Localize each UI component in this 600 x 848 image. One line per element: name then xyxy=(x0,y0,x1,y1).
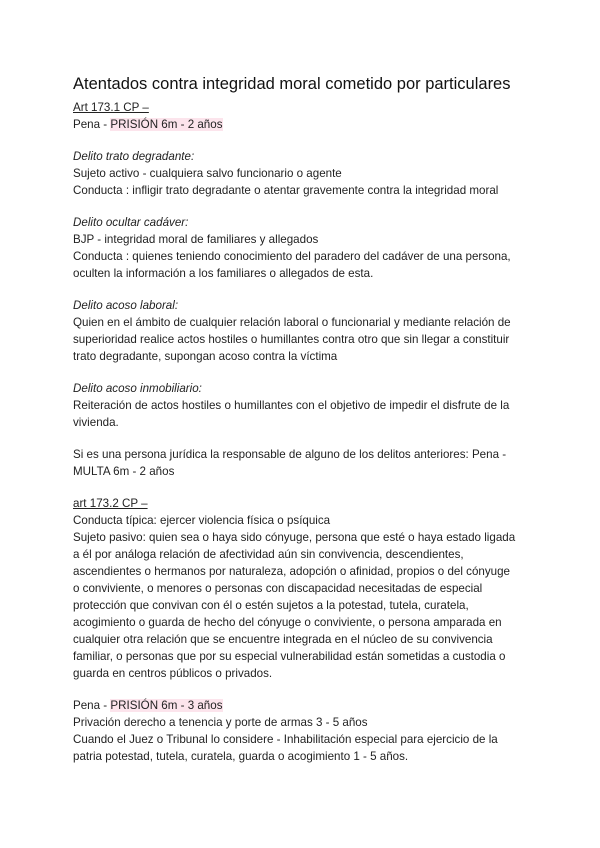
text-line: trato degradante, supongan acoso contra la víctima xyxy=(73,350,338,363)
text-line: BJP - integridad moral de familiares y allegados xyxy=(73,233,319,246)
sujeto-pasivo-line: protección que convivan con él o estén sujetos a la potestad, tutela, curatela, xyxy=(73,599,469,612)
subheading-acoso-inmobiliario: Delito acoso inmobiliario: xyxy=(73,382,202,395)
pena-line-173-1 xyxy=(73,116,540,133)
privacion-line: Privación derecho a tenencia y porte de armas 3 - 5 años xyxy=(73,716,368,729)
section-heading-art-173-2: art 173.2 CP – xyxy=(73,497,148,510)
text-line: Conducta : quienes teniendo conocimiento del paradero del cadáver de una persona, xyxy=(73,250,511,263)
text-line: Si es una persona jurídica la responsable de alguno de los delitos anteriores: Pena - xyxy=(73,448,507,461)
text-line: superioridad realice actos hostiles o humillantes contra otro que sin llegar a constituir xyxy=(73,333,510,346)
pena-prefix: Pena - xyxy=(73,118,111,131)
text-line: Sujeto activo - cualquiera salvo funcionario o agente xyxy=(73,167,342,180)
text-line: Quien en el ámbito de cualquier relación laboral o funcionarial y mediante relación de xyxy=(73,316,511,329)
spacer xyxy=(73,199,540,214)
spacer xyxy=(73,365,540,380)
sujeto-pasivo-line: Sujeto pasivo: quien sea o haya sido cónyuge, persona que esté o haya estado ligada xyxy=(73,531,516,544)
document-title: Atentados contra integridad moral cometido por particulares xyxy=(73,75,511,93)
spacer xyxy=(73,682,540,697)
sujeto-pasivo-line: guarda en centros públicos o privados. xyxy=(73,667,273,680)
sujeto-pasivo-line: ascendientes o hermanos por naturaleza, adopción o afinidad, propios o del cónyuge xyxy=(73,565,510,578)
spacer xyxy=(73,480,540,495)
sujeto-pasivo-line: a él por análoga relación de afectividad aún sin convivencia, descendientes, xyxy=(73,548,464,561)
spacer xyxy=(73,431,540,446)
subheading-acoso-laboral: Delito acoso laboral: xyxy=(73,299,179,312)
pena-highlight: PRISIÓN 6m - 3 años xyxy=(110,699,223,712)
pena-line-173-2 xyxy=(73,697,540,714)
subheading-ocultar-cadaver: Delito ocultar cadáver: xyxy=(73,216,189,229)
text-line: oculten la información a los familiares o allegados de esta. xyxy=(73,267,374,280)
spacer xyxy=(73,282,540,297)
section-heading-art-173-1: Art 173.1 CP – xyxy=(73,101,149,114)
pena-prefix: Pena - xyxy=(73,699,111,712)
sujeto-pasivo-line: o conviviente, o menores o personas con discapacidad necesitadas de especial xyxy=(73,582,483,595)
juez-line: Cuando el Juez o Tribunal lo considere - Inhabilitación especial para ejercicio de la xyxy=(73,733,498,746)
text-line: vivienda. xyxy=(73,416,119,429)
text-line: MULTA 6m - 2 años xyxy=(73,465,175,478)
text-line: Conducta : infligir trato degradante o atentar gravemente contra la integridad moral xyxy=(73,184,499,197)
conducta-tipica-line: Conducta típica: ejercer violencia física o psíquica xyxy=(73,514,331,527)
subheading-trato-degradante: Delito trato degradante: xyxy=(73,150,195,163)
sujeto-pasivo-line: acogimiento o guarda de hecho del cónyuge o conviviente, o persona amparada en xyxy=(73,616,502,629)
sujeto-pasivo-line: cualquier otra relación que se encuentre integrada en el núcleo de su convivencia xyxy=(73,633,493,646)
spacer xyxy=(73,133,540,148)
pena-highlight: PRISIÓN 6m - 2 años xyxy=(110,118,223,131)
text-line: Reiteración de actos hostiles o humillantes con el objetivo de impedir el disfrute de la xyxy=(73,399,510,412)
sujeto-pasivo-line: familiar, o personas que por su especial vulnerabilidad están sometidas a custodia o xyxy=(73,650,506,663)
juez-line: patria potestad, tutela, curatela, guarda o acogimiento 1 - 5 años. xyxy=(73,750,409,763)
